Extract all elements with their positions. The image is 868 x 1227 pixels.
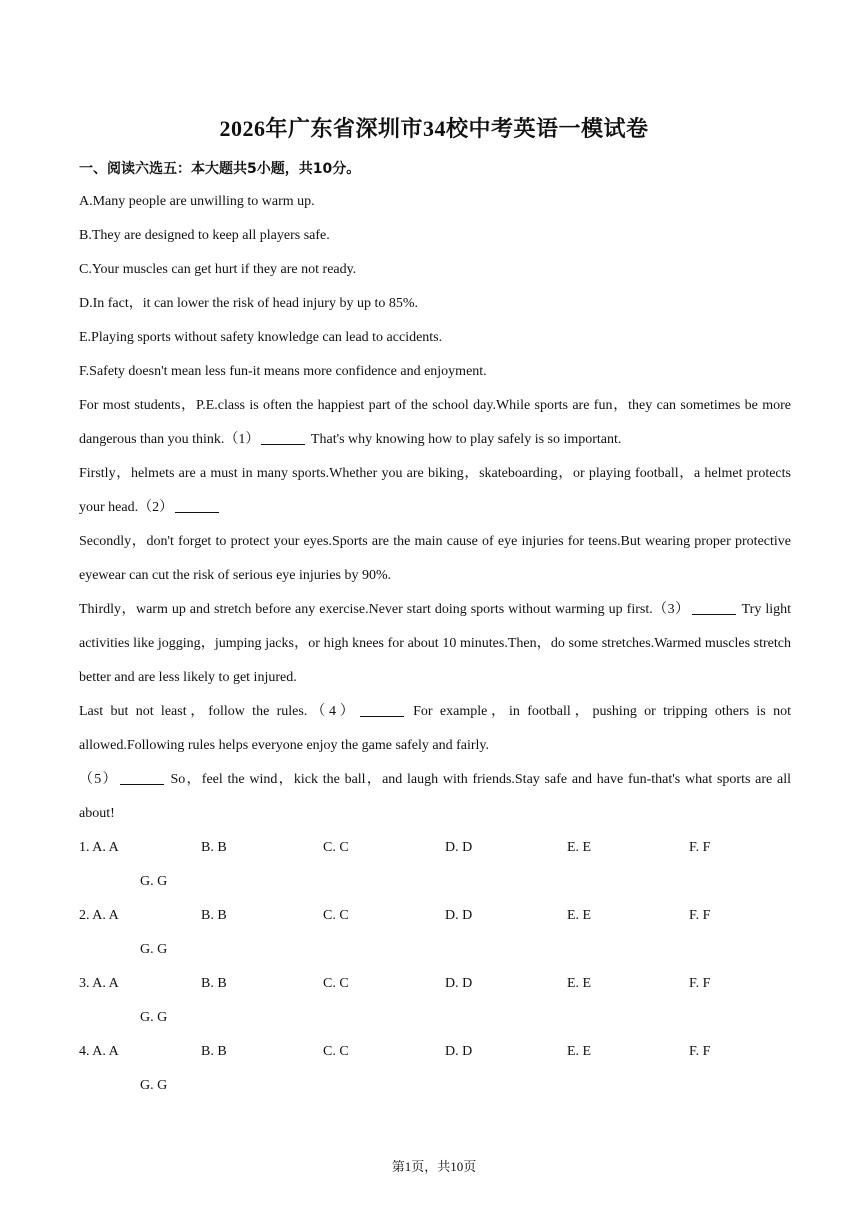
passage-text: That's why knowing how to play safely is so important. — [310, 432, 622, 447]
question-number: 3. A. A — [79, 976, 119, 991]
exam-content — [79, 185, 791, 1103]
question-number: 4. A. A — [79, 1044, 119, 1059]
passage-paragraph-4 — [79, 593, 791, 695]
passage-text: For most students，P.E.class is often the happiest part of the school day.While sports are fun，they can sometimes be more dangerous than you think.（1） — [79, 398, 791, 447]
passage-text: Try light activities like jogging，jumping jacks，or high knees for about 10 minutes.Then，do some stretches.Warmed muscles stretch better and are less likely to get injured. — [79, 602, 791, 685]
passage-text: Firstly，helmets are a must in many sports.Whether you are biking，skateboarding，or playing football，a helmet protects your head.（2） — [79, 466, 791, 515]
choice-c: C.Your muscles can get hurt if they are not ready. — [79, 262, 357, 277]
option-e[interactable]: E. E — [567, 908, 592, 923]
option-b[interactable]: B. B — [201, 840, 227, 855]
passage-text: Thirdly，warm up and stretch before any exercise.Never start doing sports without warming up first.（3） — [79, 602, 690, 617]
page-footer: 第1页，共10页 — [391, 1159, 477, 1174]
option-e[interactable]: E. E — [567, 1044, 592, 1059]
passage-text: （5） — [79, 772, 118, 787]
passage-paragraph-6 — [79, 763, 791, 831]
option-f[interactable]: F. F — [689, 1044, 711, 1059]
choice-b: B.They are designed to keep all players safe. — [79, 228, 330, 243]
question-1 — [79, 831, 791, 899]
option-g[interactable]: G. G — [140, 942, 168, 957]
choice-a: A.Many people are unwilling to warm up. — [79, 194, 315, 209]
option-a[interactable]: A. A — [92, 840, 119, 855]
option-e[interactable]: E. E — [567, 976, 592, 991]
passage-paragraph-1 — [79, 389, 791, 457]
choice-d: D.In fact，it can lower the risk of head injury by up to 85%. — [79, 296, 419, 311]
answer-blank-1 — [261, 428, 305, 445]
choice-e: E.Playing sports without safety knowledge can lead to accidents. — [79, 330, 443, 345]
passage-paragraph-3: Secondly，don't forget to protect your eyes.Sports are the main cause of eye injuries for teens.But wearing proper protective eyewear can cut the risk of serious eye injuries by 90%. — [79, 534, 791, 583]
option-f[interactable]: F. F — [689, 840, 711, 855]
question-number: 2. A. A — [79, 908, 119, 923]
passage-text: Last but not least，follow the rules.（4） — [79, 704, 358, 719]
answer-blank-2 — [175, 496, 219, 513]
page-title: 2026年广东省深圳市34校中考英语一模试卷 — [219, 116, 649, 141]
option-d[interactable]: D. D — [445, 840, 473, 855]
question-2 — [79, 899, 791, 967]
question-4 — [79, 1035, 791, 1103]
option-c[interactable]: C. C — [323, 840, 349, 855]
passage-text: So，feel the wind，kick the ball，and laugh with friends.Stay safe and have fun-that's what sports are all about! — [79, 772, 791, 821]
option-b[interactable]: B. B — [201, 1044, 227, 1059]
option-c[interactable]: C. C — [323, 1044, 349, 1059]
question-number: 1. A. A — [79, 840, 119, 855]
option-a[interactable]: A. A — [92, 976, 119, 991]
option-g[interactable]: G. G — [140, 874, 168, 889]
passage-paragraph-5 — [79, 695, 791, 763]
option-f[interactable]: F. F — [689, 908, 711, 923]
option-d[interactable]: D. D — [445, 908, 473, 923]
option-c[interactable]: C. C — [323, 908, 349, 923]
option-g[interactable]: G. G — [140, 1010, 168, 1025]
passage-paragraph-2 — [79, 457, 791, 525]
option-a[interactable]: A. A — [92, 908, 119, 923]
option-d[interactable]: D. D — [445, 976, 473, 991]
passage-text: For example，in football，pushing or tripping others is not allowed.Following rules helps everyone enjoy the game safely and fairly. — [79, 704, 791, 753]
option-b[interactable]: B. B — [201, 976, 227, 991]
answer-blank-3 — [692, 598, 736, 615]
option-g[interactable]: G. G — [140, 1078, 168, 1093]
option-b[interactable]: B. B — [201, 908, 227, 923]
section-heading: 一、阅读六选五：本大题共5小题，共10分。 — [79, 161, 361, 177]
option-d[interactable]: D. D — [445, 1044, 473, 1059]
choice-f: F.Safety doesn't mean less fun-it means more confidence and enjoyment. — [79, 364, 487, 379]
option-a[interactable]: A. A — [92, 1044, 119, 1059]
answer-blank-5 — [120, 768, 164, 785]
option-f[interactable]: F. F — [689, 976, 711, 991]
question-3 — [79, 967, 791, 1035]
option-e[interactable]: E. E — [567, 840, 592, 855]
answer-blank-4 — [360, 700, 404, 717]
option-c[interactable]: C. C — [323, 976, 349, 991]
